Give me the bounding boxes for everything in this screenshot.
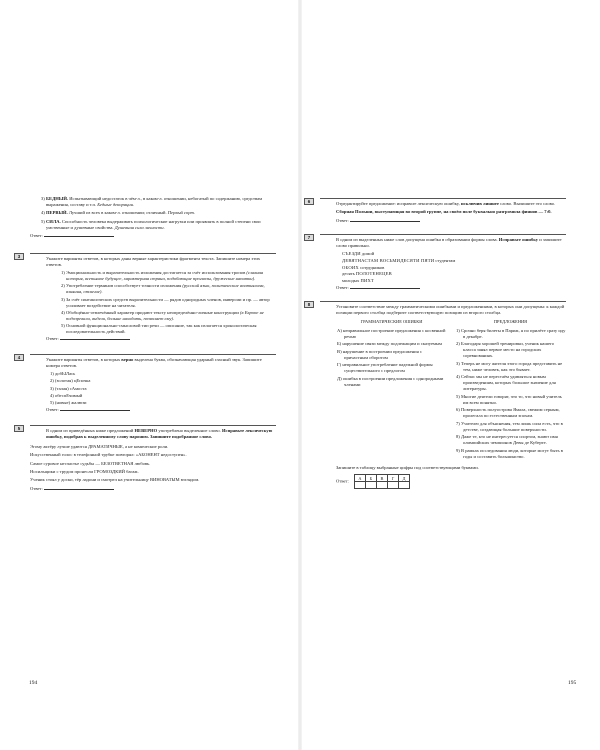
column-title: ГРАММАТИЧЕСКИЕ ОШИБКИ [360, 318, 423, 324]
list-item: 5) Многие деятели говорят, что то, что новый учитель им всем понятно. [456, 393, 562, 405]
matching-grid [336, 319, 566, 461]
divider [30, 425, 276, 426]
answer-line[interactable]: Ответ: [336, 285, 566, 291]
list-item: В) нарушение в построении предложения с причастным оборотом [337, 348, 422, 360]
list-item: Б) нарушение связи между подлежащим и сказуемым [337, 341, 442, 347]
answer-line[interactable]: Ответ: [30, 233, 276, 239]
answer-cell[interactable] [387, 482, 398, 489]
list-item: 3) Теперь не могу жителя этого города представить не тем, ниже человек, как это бывает. [456, 360, 563, 372]
answer-line[interactable]: Ответ: [336, 218, 566, 224]
task-number: 3 [14, 253, 24, 260]
list-item: 6) Поверхность полуострова Ямала, свежим серным, пролегала по естественным эпохам. [456, 407, 560, 419]
answer-cell[interactable] [376, 482, 387, 489]
list-item: 3) (талая) сАмоста [50, 385, 87, 391]
task-number: 5 [14, 425, 24, 432]
list-item: Искусственный голос в телефонной трубке повторял: «АБОНЕНТ недоступен». [30, 452, 187, 458]
table-note: Запишите в таблицу выбранные цифры под соответствующими буквами. [336, 465, 479, 471]
divider [30, 354, 276, 355]
task-prompt: Установите соответствие между грамматическими ошибками и предложениями, в которых они допущены: к каждой позиции первого столбца подберите соответствующую позицию из второго столбца. [336, 304, 565, 315]
answer-cell[interactable] [398, 482, 409, 489]
list-item: 1) добЫЛась [50, 371, 76, 377]
list-item: СЪЕЗДИ домой [342, 251, 375, 257]
divider [320, 234, 566, 235]
list-item: 2) (золотая) цЕпочка [50, 378, 91, 384]
table-header-cell: В [376, 475, 387, 482]
task-5 [17, 425, 276, 492]
list-item: Ученик стоял у доски, тёр ладони и смотрел на учительницу ВИНОВАТЫМ взглядом. [30, 477, 200, 483]
list-item: 7) Учителю для объяснения, тем лишь сила есть, что в детстве, создающая большие поверхности. [456, 420, 563, 432]
divider [320, 301, 566, 302]
task-4 [17, 354, 276, 413]
task-6 [307, 198, 566, 224]
task-3 [17, 253, 276, 342]
table-header-cell: Б [365, 475, 376, 482]
list-item: 1) Эмоциональность и выразительность изложения достигается за счёт использования тропов (славная история, всепьяное будущее, характерная страна, подобающие прогнозы, дружеские напитки). [61, 270, 264, 282]
list-item: Г) неправильное употребление падежной формы существительного с предлогом [337, 362, 433, 374]
table-header-cell: Г [387, 475, 398, 482]
answer-cell[interactable] [354, 482, 365, 489]
words-list [336, 251, 566, 284]
list-item: Д) ошибка в построении предложения с однородными членами [337, 375, 444, 387]
task-8 [307, 301, 566, 489]
task-prompt: В одном из выделенных ниже слов допущена ошибка в образовании формы слова. Исправьте ошибку и запишите слово правильно. [336, 236, 562, 248]
options-list [46, 270, 276, 334]
list-item: 3) БЕДНЫЙ. Испытывающий недостаток в чём-л., в каком-л. отношении, небогатый по содержанию, средствам выражения, составу и т.п. Бедные декорации. [41, 196, 263, 207]
divider [320, 198, 566, 199]
task-number: 8 [304, 301, 314, 308]
list-item: Эгому актёру лучше удаются ДРАМАТИЧНЫЕ, а не комические роли. [30, 443, 169, 449]
list-item: Самое суровое несчастье судьбы — БЕЗОТВЕТНАЯ любовь. [30, 460, 151, 466]
answer-line[interactable]: Ответ: [46, 407, 276, 413]
page-number: 194 [29, 680, 38, 686]
column-title: ПРЕДЛОЖЕНИЯ [493, 318, 528, 324]
errors-column [336, 319, 447, 461]
table-header-cell: Д [398, 475, 409, 482]
list-item: 5) Основной функционально-смысловой тип речи — описание, так как излагается хронологическая последовательность действий. [61, 322, 257, 334]
task-prompt: В одном из приведённых ниже предложений НЕВЕРНО употреблено выделенное слово. Исправьте лексическую ошибку, подобрав к выделенному слову пароним. Запишите подобранное слово. [46, 427, 273, 439]
answer-table [354, 474, 410, 489]
answer-line[interactable]: Ответ: [30, 486, 276, 492]
table-header-cell: А [354, 475, 365, 482]
list-item: 1) Срочно беря билеты в Париж, я по прилёте сразу иду в декабре. [456, 327, 566, 339]
list-item: 5) СИЛА. Способность человека выдерживать психологические нагрузки или проявлять в полной степени свои умственные и душевные свойства. Душевная сила личности. [41, 218, 261, 230]
right-page [300, 0, 600, 750]
divider [30, 253, 276, 254]
list-item: молодых ПИХТ [342, 278, 375, 284]
answer-cell[interactable] [365, 482, 376, 489]
task-prompt: Укажите варианты ответов, в которых верно выделена буква, обозначающая ударный гласный звук. Запишите номера ответов. [46, 356, 262, 368]
list-item: 4) Сейчас мы не перестаём удивляться новым произведениям, которых большое значение для литературы. [456, 374, 556, 392]
task-number: 4 [14, 354, 24, 361]
task-number: 7 [304, 234, 314, 241]
answer-table-row: Ответ: А Б В Г Д [336, 474, 566, 489]
list-item: 5) (новые) жалюзи [50, 399, 87, 405]
list-item: 3) За счёт синтаксических средств выразительности — рядов однородных членов, инверсии и пр. — автор усиливает воздействие на читателя. [61, 296, 270, 308]
list-item: ДЕВЯТНАСТАМ ВОСЬМИДЕСЯТИ ПЯТИ студентам [342, 257, 456, 263]
left-column [17, 196, 276, 496]
list-item: 4) ПЕРВЫЙ. Лучший из всех в каком-л. отношении; отличный. Первый сорт. [41, 210, 195, 216]
right-column [307, 198, 566, 489]
list-item: Носильщики с трудом пронесли ГРОМОЗДКИЙ багаж. [30, 469, 139, 474]
list-item: 8) Даже те, кто не интересуется спортом, знают имя олимпийских чемпионов Девы де Куберте. [456, 434, 558, 446]
list-item: 9) В рамках исследования люди, которые могут быть в годы и составить большинство. [456, 447, 563, 459]
list-item: десять ПОЛОТЕНЕЦЕВ [342, 271, 392, 277]
sentences-column [455, 319, 566, 461]
task-prompt: Отредактируйте предложение: исправьте лексическую ошибку, исключив лишнее слово. Выпишите это слово. [336, 201, 556, 206]
page-number: 195 [568, 680, 577, 686]
task-number: 6 [304, 198, 314, 205]
task-sentence: Сборная Польши, выступающая во второй группе, на своём поле буквально разгромила финнов — 7:0. [336, 209, 552, 215]
task-7 [307, 234, 566, 291]
list-item: ОБОИХ сотрудников [342, 264, 385, 270]
task-prompt: Укажите варианты ответов, в которых даны верные характеристики фрагмента текста. Запишите номера этих ответов. [46, 255, 261, 267]
carry-over-list [30, 196, 276, 239]
sentences-list [30, 444, 276, 483]
answer-line[interactable]: Ответ: [46, 336, 276, 342]
list-item: А) неправильное построение предложения с косвенной речью [337, 327, 446, 339]
options-list [46, 371, 276, 406]
list-item: 4) Обобщённо-отвлечённый характер придают тексту неопределённо-личные конструкции (в Европе не подозревали, видели, больше находить, позволяет ему). [61, 309, 264, 321]
list-item: 4) обеспЕчимый [50, 392, 83, 398]
list-item: 2) Употребление терминов способствует точности изложения (русский язык, политические апатиялизм, влияния, отличие). [61, 283, 265, 295]
list-item: 2) Благодаря хорошей тренировки, ученик нашего класса занял первое место на городских соревнованиях. [456, 341, 555, 359]
